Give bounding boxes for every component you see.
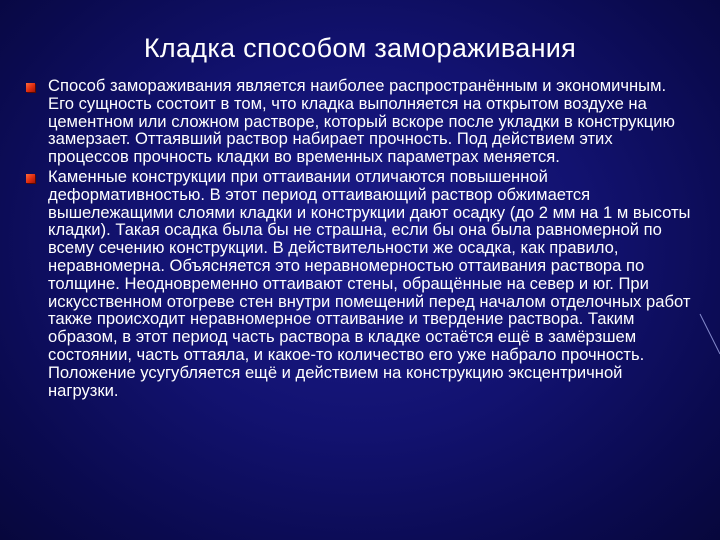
bullet-text: Каменные конструкции при оттаивании отличаются повышенной деформативностью. В этот период оттаивающий раствор обжимается вышележащими слоями кладки и конструкции дают осадку (до 2 мм на 1 м высоты кладки). Такая осадка была бы не страшна, если бы она была равномерной по всему сечению конструкции. В действительности же осадка, как правило, неравномерна. Объясняется это неравномерностью оттаивания раствора по толщине. Неодновременно оттаивают стены, обращённые на север и юг. При искусственном отогреве стен внутри помещений перед началом отделочных работ также происходит неравномерное оттаивание и твердение раствора. Таким образом, в этот период часть раствора в кладке остаётся ещё в замёрзшем состоянии, часть оттаяла, и какое-то количество его уже набрало прочность. Положение усугубляется ещё и действием на конструкцию эксцентричной нагрузки. — [48, 166, 691, 400]
slide-title: Кладка способом замораживания — [143, 33, 577, 63]
decorative-line — [698, 312, 720, 358]
bullet-item — [22, 77, 694, 166]
square-bullet-icon — [26, 83, 35, 92]
bullet-text: Способ замораживания является наиболее распространённым и экономичным. Его сущность состоит в том, что кладка выполняется на открытом воздухе на цементном или сложном растворе, который вскоре после укладки в конструкцию замерзает. Оттаявший раствор набирает прочность. Под действием этих процессов прочность кладки во временных параметрах меняется. — [48, 76, 675, 167]
slide-body — [22, 77, 694, 399]
bullet-item — [22, 168, 694, 399]
square-bullet-icon — [26, 174, 35, 183]
